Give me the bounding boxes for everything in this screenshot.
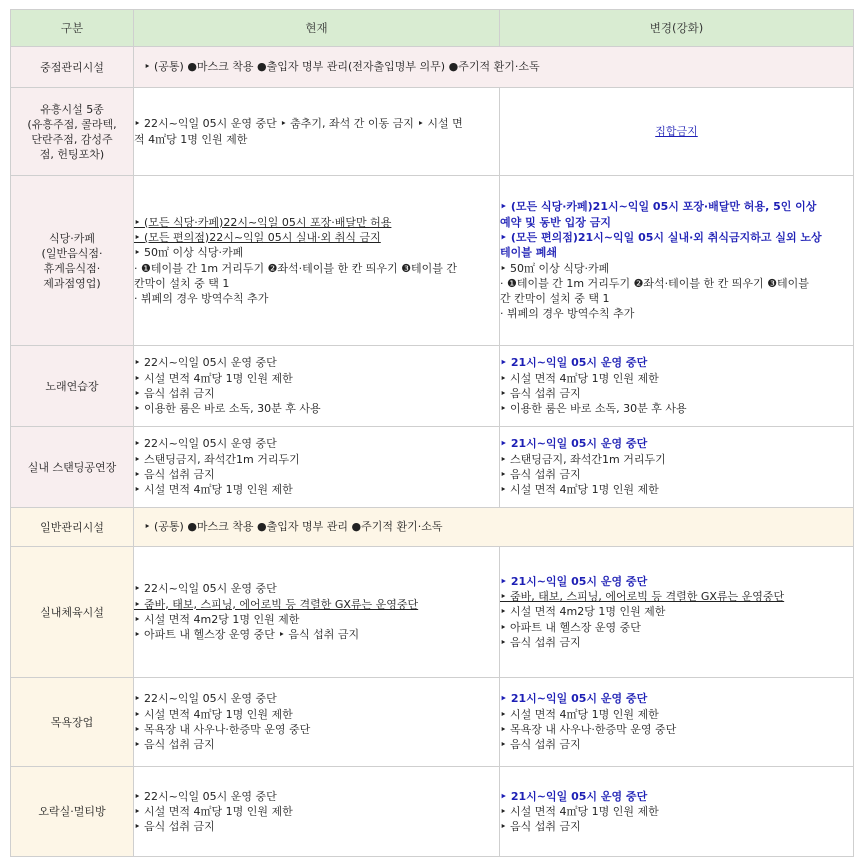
table-row bbox=[11, 427, 854, 508]
table-row bbox=[11, 508, 854, 547]
changed-cell: ‣ 21시~익일 05시 운영 중단 ‣ 시설 면적 4㎡당 1명 인원 제한 ‣ 음식 섭취 금지 bbox=[500, 767, 854, 857]
current-cell: ‣ 22시~익일 05시 운영 중단 ‣ 줌바, 태보, 스피닝, 에어로빅 등 격렬한 GX류는 운영중단 ‣ 시설 면적 4m2당 1명 인원 제한 ‣ 아파트 내 헬스장 운영 중단 ‣ 음식 섭취 금지 bbox=[134, 547, 500, 678]
changed-cell bbox=[500, 88, 854, 176]
changed-cell: ‣ 21시~익일 05시 운영 중단 ‣ 시설 면적 4㎡당 1명 인원 제한 ‣ 목욕장 내 사우나·한증막 운영 중단 ‣ 음식 섭취 금지 bbox=[500, 678, 854, 767]
current-cell: ‣ 22시~익일 05시 운영 중단 ‣ 시설 면적 4㎡당 1명 인원 제한 ‣ 목욕장 내 사우나·한증막 운영 중단 ‣ 음식 섭취 금지 bbox=[134, 678, 500, 767]
header-changed: 변경(강화) bbox=[500, 10, 854, 47]
current-cell: ‣ 22시~익일 05시 운영 중단 ‣ 시설 면적 4㎡당 1명 인원 제한 ‣ 음식 섭취 금지 ‣ 이용한 룸은 바로 소독, 30분 후 사용 bbox=[134, 346, 500, 427]
changed-cell: ‣ 21시~익일 05시 운영 중단 ‣ 스탠딩금지, 좌석간1m 거리두기 ‣ 음식 섭취 금지 ‣ 시설 면적 4㎡당 1명 인원 제한 bbox=[500, 427, 854, 508]
changed-cell: ‣ 21시~익일 05시 운영 중단 ‣ 시설 면적 4㎡당 1명 인원 제한 ‣ 음식 섭취 금지 ‣ 이용한 룸은 바로 소독, 30분 후 사용 bbox=[500, 346, 854, 427]
current-cell: ‣ 22시~익일 05시 운영 중단 ‣ 스탠딩금지, 좌석간1m 거리두기 ‣ 음식 섭취 금지 ‣ 시설 면적 4㎡당 1명 인원 제한 bbox=[134, 427, 500, 508]
table-row bbox=[11, 547, 854, 678]
table-row bbox=[11, 678, 854, 767]
current-cell: ‣ 22시~익일 05시 운영 중단 ‣ 시설 면적 4㎡당 1명 인원 제한 ‣ 음식 섭취 금지 bbox=[134, 767, 500, 857]
category-cell: 목욕장업 bbox=[11, 678, 134, 767]
measures-table bbox=[10, 9, 854, 857]
current-cell: ‣ 22시~익일 05시 운영 중단 ‣ 춤추기, 좌석 간 이동 금지 ‣ 시설 면 적 4㎡당 1명 인원 제한 bbox=[134, 88, 500, 176]
table-row bbox=[11, 88, 854, 176]
category-cell: 일반관리시설 bbox=[11, 508, 134, 547]
category-cell: 유흥시설 5종 (유흥주점, 콜라텍, 단란주점, 감성주 점, 헌팅포차) bbox=[11, 88, 134, 176]
category-cell: 중점관리시설 bbox=[11, 47, 134, 88]
category-cell: 노래연습장 bbox=[11, 346, 134, 427]
table-row bbox=[11, 47, 854, 88]
header-current: 현재 bbox=[134, 10, 500, 47]
category-cell: 실내 스탠딩공연장 bbox=[11, 427, 134, 508]
merged-content-cell: ‣ (공통) ●마스크 착용 ●출입자 명부 관리 ●주기적 환기·소독 bbox=[134, 508, 854, 547]
gathering-ban-link[interactable]: 집합금지 bbox=[655, 124, 698, 138]
category-cell: 실내체육시설 bbox=[11, 547, 134, 678]
header-category: 구분 bbox=[11, 10, 134, 47]
table-row bbox=[11, 767, 854, 857]
table-row bbox=[11, 176, 854, 346]
merged-content-cell: ‣ (공통) ●마스크 착용 ●출입자 명부 관리(전자출입명부 의무) ●주기적 환기·소독 bbox=[134, 47, 854, 88]
table-row bbox=[11, 346, 854, 427]
category-cell: 식당·카페 (일반음식점· 휴게음식점· 제과점영업) bbox=[11, 176, 134, 346]
category-cell: 오락실·멀티방 bbox=[11, 767, 134, 857]
current-cell: ‣ (모든 식당·카페)22시~익일 05시 포장·배달만 허용 ‣ (모든 편의점)22시~익일 05시 실내·외 취식 금지 ‣ 50㎡ 이상 식당·카페 · ❶테이블 간 1m 거리두기 ❷좌석·테이블 한 칸 띄우기 ❸테이블 간 칸막이 설치 중 택 1 · 뷔페의 경우 방역수칙 추가 bbox=[134, 176, 500, 346]
changed-cell: ‣ 21시~익일 05시 운영 중단 ‣ 줌바, 태보, 스피닝, 에어로빅 등 격렬한 GX류는 운영중단 ‣ 시설 면적 4m2당 1명 인원 제한 ‣ 아파트 내 헬스장 운영 중단 ‣ 음식 섭취 금지 bbox=[500, 547, 854, 678]
header-row bbox=[11, 10, 854, 47]
changed-cell: ‣ (모든 식당·카페)21시~익일 05시 포장·배달만 허용, 5인 이상 예약 및 동반 입장 금지 ‣ (모든 편의점)21시~익일 05시 실내·외 취식금지하고 실외 노상 테이블 폐쇄 ‣ 50㎡ 이상 식당·카페 · ❶테이블 간 1m 거리두기 ❷좌석·테이블 한 칸 띄우기 ❸테이블 간 칸막이 설치 중 택 1 · 뷔페의 경우 방역수칙 추가 bbox=[500, 176, 854, 346]
